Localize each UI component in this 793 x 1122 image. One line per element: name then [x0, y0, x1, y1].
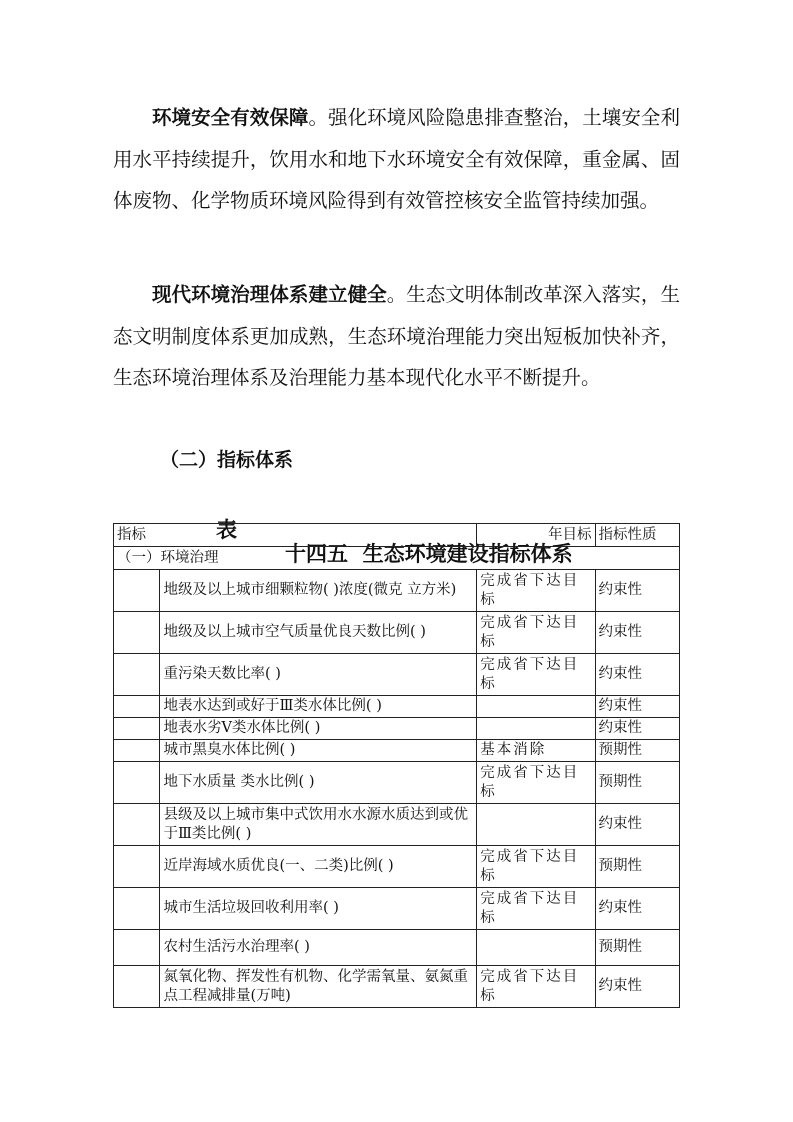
indicator-name: 城市黑臭水体比例( ): [160, 740, 477, 762]
table-title-prefix: 表: [216, 518, 237, 542]
nature-cell: 约束性: [595, 654, 680, 696]
section-heading: （二）指标体系: [160, 449, 294, 471]
index-cell: [114, 740, 160, 762]
paragraph-environmental-safety: [113, 97, 680, 222]
header-indicator: 指标: [114, 524, 477, 547]
nature-cell: 约束性: [595, 696, 680, 718]
table-row: [114, 888, 680, 930]
indicator-name: 氮氧化物、挥发性有机物、化学需氧量、氨氮重点工程减排量(万吨): [160, 966, 477, 1008]
nature-cell: 预期性: [595, 740, 680, 762]
paragraph-lead: 环境安全有效保障: [152, 106, 309, 129]
table-row: [114, 930, 680, 966]
paragraph-lead: 现代环境治理体系建立健全: [152, 283, 387, 306]
table-row: [114, 804, 680, 846]
nature-cell: 预期性: [595, 930, 680, 966]
header-nature: 指标性质: [595, 524, 680, 547]
indicator-name: 地下水质量 类水比例( ): [160, 762, 477, 804]
index-cell: [114, 612, 160, 654]
category-label: （一）环境治理: [114, 547, 680, 570]
table-row: [114, 762, 680, 804]
target-cell: [477, 804, 595, 846]
indicator-name: 县级及以上城市集中式饮用水水源水质达到或优于Ⅲ类比例( ): [160, 804, 477, 846]
paragraph-body: 。强化环境风险隐患排查整治，土壤安全利用水平持续提升，饮用水和地下水环境安全有效保障，重金属、固体废物、化学物质环境风险得到有效管控核安全监管持续加强。: [113, 106, 680, 212]
nature-cell: 约束性: [595, 570, 680, 612]
target-cell: 完成省下达目标: [477, 966, 595, 1008]
index-cell: [114, 888, 160, 930]
paragraph-body: 。生态文明体制改革深入落实，生态文明制度体系更加成熟，生态环境治理能力突出短板加快补齐，生态环境治理体系及治理能力基本现代化水平不断提升。: [113, 283, 680, 389]
table-row: [114, 740, 680, 762]
indicator-name: 地级及以上城市空气质量优良天数比例( ): [160, 612, 477, 654]
category-row: [114, 547, 680, 570]
indicator-table: [113, 523, 680, 1008]
index-cell: [114, 966, 160, 1008]
target-cell: [477, 718, 595, 740]
index-cell: [114, 804, 160, 846]
target-cell: 完成省下达目标: [477, 888, 595, 930]
table-row: [114, 612, 680, 654]
target-cell: 完成省下达目标: [477, 654, 595, 696]
nature-cell: 约束性: [595, 804, 680, 846]
indicator-name: 近岸海域水质优良(一、二类)比例( ): [160, 846, 477, 888]
index-cell: [114, 930, 160, 966]
nature-cell: 约束性: [595, 612, 680, 654]
table-title-main: 十四五 生态环境建设指标体系: [285, 542, 573, 566]
index-cell: [114, 570, 160, 612]
index-cell: [114, 762, 160, 804]
indicator-name: 地表水达到或好于Ⅲ类水体比例( ): [160, 696, 477, 718]
nature-cell: 预期性: [595, 762, 680, 804]
target-cell: 完成省下达目标: [477, 762, 595, 804]
nature-cell: 约束性: [595, 888, 680, 930]
indicator-name: 地表水劣Ⅴ类水体比例( ): [160, 718, 477, 740]
index-cell: [114, 846, 160, 888]
index-cell: [114, 696, 160, 718]
table-row: [114, 696, 680, 718]
index-cell: [114, 718, 160, 740]
target-cell: 完成省下达目标: [477, 570, 595, 612]
table-row: [114, 654, 680, 696]
indicator-name: 农村生活污水治理率( ): [160, 930, 477, 966]
nature-cell: 约束性: [595, 718, 680, 740]
target-cell: 完成省下达目标: [477, 846, 595, 888]
indicator-name: 城市生活垃圾回收利用率( ): [160, 888, 477, 930]
target-cell: [477, 930, 595, 966]
table-row: [114, 846, 680, 888]
index-cell: [114, 654, 160, 696]
paragraph-governance-system: [113, 274, 680, 399]
table-row: [114, 570, 680, 612]
table-header-row: [114, 524, 680, 547]
target-cell: 完成省下达目标: [477, 612, 595, 654]
nature-cell: 约束性: [595, 966, 680, 1008]
indicator-name: 重污染天数比率( ): [160, 654, 477, 696]
header-target: 年目标: [477, 524, 595, 547]
target-cell: [477, 696, 595, 718]
target-cell: 基本消除: [477, 740, 595, 762]
table-row: [114, 966, 680, 1008]
nature-cell: 预期性: [595, 846, 680, 888]
table-row: [114, 718, 680, 740]
indicator-name: 地级及以上城市细颗粒物( )浓度(微克 立方米): [160, 570, 477, 612]
